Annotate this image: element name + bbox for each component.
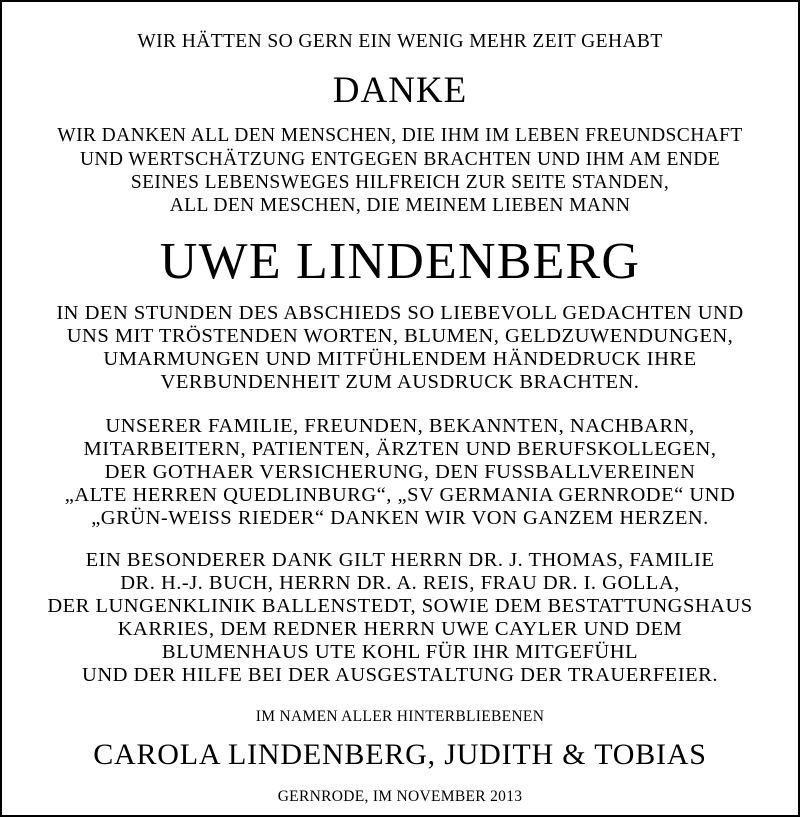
closing-line: IM NAMEN ALLER HINTERBLIEBENEN (255, 708, 545, 725)
text-line: DER GOTHAER VERSICHERUNG, DEN FUSSBALLVEREINEN (104, 461, 696, 483)
text-line: DR. H.-J. BUCH, HERRN DR. A. REIS, FRAU DR. I. GOLLA, (120, 572, 680, 594)
text-line: DER LUNGENKLINIK BALLENSTEDT, SOWIE DEM BESTATTUNGSHAUS (47, 595, 753, 617)
text-line: UNS MIT TRÖSTENDEN WORTEN, BLUMEN, GELDZUWENDUNGEN, (66, 325, 734, 347)
text-line: EIN BESONDERER DANK GILT HERRN DR. J. THOMAS, FAMILIE (85, 549, 715, 571)
text-line: MITARBEITERN, PATIENTEN, ÄRZTEN UND BERUFSKOLLEGEN, (83, 438, 717, 460)
notice-title: DANKE (332, 70, 468, 111)
signatories: CAROLA LINDENBERG, JUDITH & TOBIAS (93, 738, 707, 771)
text-line: UND DER HILFE BEI DER AUSGESTALTUNG DER TRAUERFEIER. (82, 664, 718, 686)
text-line: BLUMENHAUS UTE KOHL FÜR IHR MITGEFÜHL (161, 641, 639, 663)
text-line: WIR DANKEN ALL DEN MENSCHEN, DIE IHM IM LEBEN FREUNDSCHAFT (57, 125, 743, 146)
text-line: UNSERER FAMILIE, FREUNDEN, BEKANNTEN, NACHBARN, (105, 415, 695, 437)
text-line: KARRIES, DEM REDNER HERRN UWE CAYLER UND DEM (117, 618, 683, 640)
text-line: VERBUNDENHEIT ZUM AUSDRUCK BRACHTEN. (160, 371, 640, 393)
place-date: GERNRODE, IM NOVEMBER 2013 (277, 788, 523, 805)
deceased-name: UWE LINDENBERG (159, 233, 641, 290)
text-line: „GRÜN-WEISS RIEDER“ DANKEN WIR VON GANZEM HERZEN. (91, 507, 709, 529)
header-line: WIR HÄTTEN SO GERN EIN WENIG MEHR ZEIT GEHABT (137, 31, 663, 52)
text-line: UND WERTSCHÄTZUNG ENTGEGEN BRACHTEN UND IHM AM ENDE (79, 149, 721, 170)
text-line: ALL DEN MESCHEN, DIE MEINEM LIEBEN MANN (169, 195, 631, 216)
text-line: IN DEN STUNDEN DES ABSCHIEDS SO LIEBEVOLL GEDACHTEN UND (56, 302, 744, 324)
text-line: „ALTE HERREN QUEDLINBURG“, „SV GERMANIA GERNRODE“ UND (64, 484, 736, 506)
text-line: UMARMUNGEN UND MITFÜHLENDEM HÄNDEDRUCK IHRE (103, 348, 697, 370)
text-line: SEINES LEBENSWEGES HILFREICH ZUR SEITE STANDEN, (130, 172, 670, 193)
